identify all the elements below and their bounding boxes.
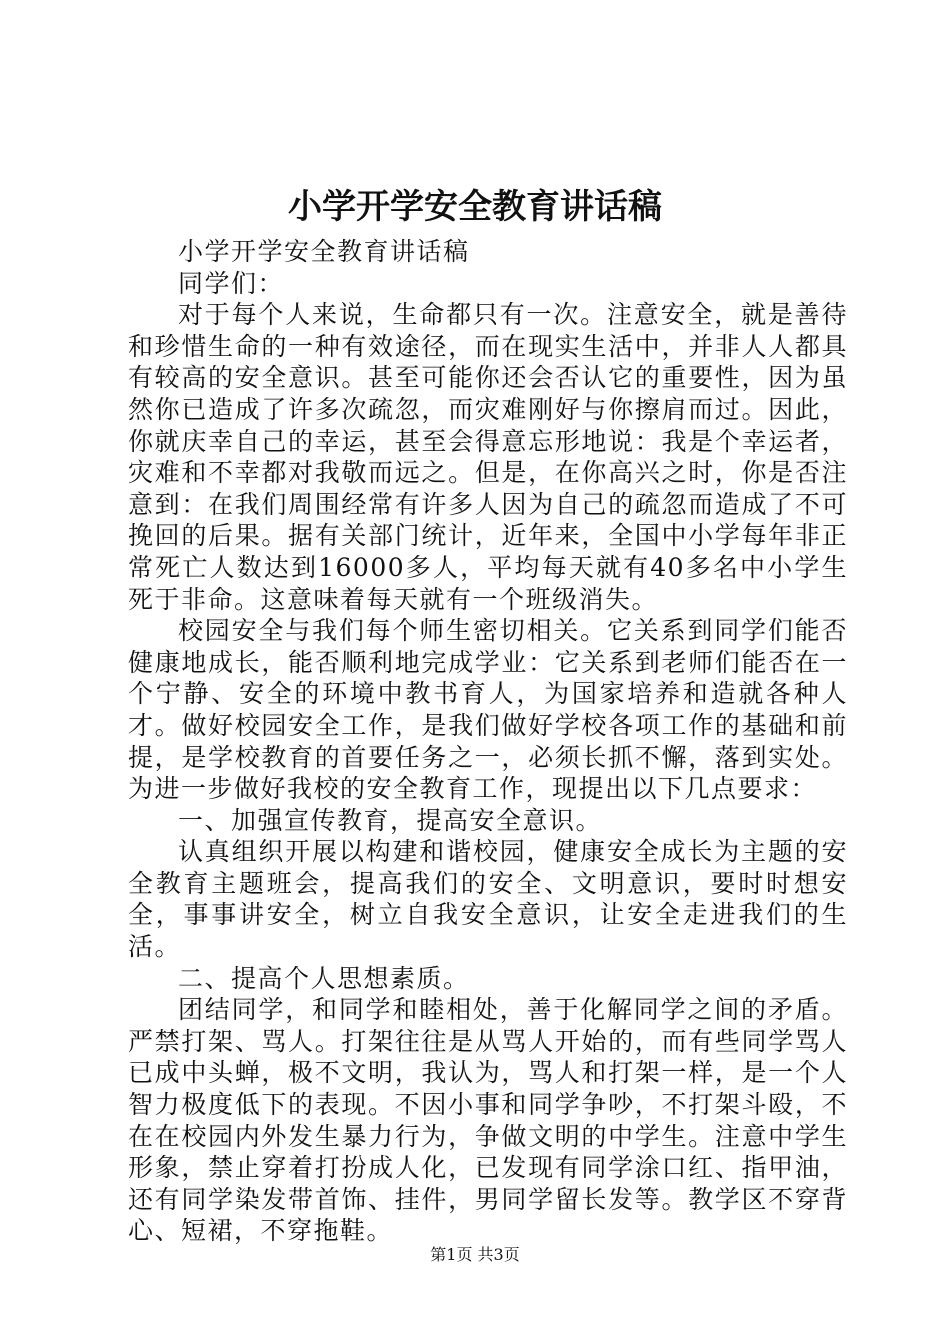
paragraph-salutation: 同学们： [178,268,285,298]
page-number-footer: 第1页 共3页 [430,1245,520,1264]
paragraph-section-2: 团结同学，和同学和睦相处，善于化解同学之间的矛盾。严禁打架、骂人。打架往往是从骂人开始的，而有些同学骂人已成中头蝉，极不文明，我认为，骂人和打架一样，是一个人智力极度低下的表现。不因小事和同学争吵，不打架斗殴，不在在校园内外发生暴力行为，争做文明的中学生。注意中学生形象，禁止穿着打扮成人化，已发现有同学涂口红、指甲油，还有同学染发带首饰、挂件，男同学留长发等。教学区不穿背心、短裙，不穿拖鞋。 [128,995,848,1246]
section-heading-2: 二、提高个人思想素质。 [178,963,470,993]
paragraph-campus-safety: 校园安全与我们每个师生密切相关。它关系到同学们能否健康地成长，能否顺利地完成学业：它关系到老师们能否在一个宁静、安全的环境中教书育人，为国家培养和造就各种人才。做好校园安全工作，是我们做好学校各项工作的基础和前提，是学校教育的首要任务之一，必须长抓不懈，落到实处。为进一步做好我校的安全教育工作，现提出以下几点要求： [128,616,848,804]
paragraph-section-1: 认真组织开展以构建和谐校园，健康安全成长为主题的安全教育主题班会，提高我们的安全、文明意识，要时时想安全，事事讲安全，树立自我安全意识，让安全走进我们的生活。 [128,837,848,962]
document-title: 小学开学安全教育讲话稿 [288,187,662,227]
paragraph-heading: 小学开学安全教育讲话稿 [178,237,470,266]
paragraph-life-safety: 对于每个人来说，生命都只有一次。注意安全，就是善待和珍惜生命的一种有效途径，而在现实生活中，并非人人都具有较高的安全意识。甚至可能你还会否认它的重要性，因为虽然你已造成了许多次疏忽，而灾难刚好与你擦肩而过。因此，你就庆幸自己的幸运，甚至会得意忘形地说：我是个幸运者，灾难和不幸都对我敬而远之。但是，在你高兴之时，你是否注意到：在我们周围经常有许多人因为自己的疏忽而造成了不可挽回的后果。据有关部门统计，近年来，全国中小学每年非正常死亡人数达到16000多人，平均每天就有40多名中小学生死于非命。这意味着每天就有一个班级消失。 [128,300,848,614]
document-body [128,236,848,1247]
section-heading-1: 一、加强宣传教育，提高安全意识。 [178,805,603,835]
